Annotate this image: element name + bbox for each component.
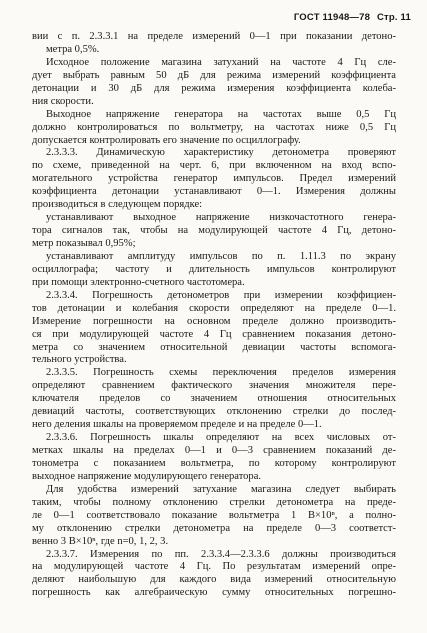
text-line: метках шкалы на пределах 0—1 и 0—3 сравнением показаний де- [32, 445, 396, 456]
text-line: 2.3.3.5. Погрешность схемы переключения пределов измерения [46, 367, 396, 379]
text-line: тора сигналов так, чтобы на модулирующей частоте 4 Гц, детоно- [32, 225, 396, 237]
text-line: допускается контролировать его значение по осциллографу. [32, 134, 301, 146]
text-line: тов детонации и колебания скорости определяют на пределе 0—1. [32, 302, 396, 314]
text-line: 2.3.3.3. Динамическую характеристику детонометра проверяют [46, 147, 396, 159]
text-line: Исходное положение магазина затуханий на частоте 4 Гц сле- [46, 56, 396, 68]
text-line: могательного устройства генератор импульсов. Предел измерений [32, 173, 396, 185]
text-line: вии с п. 2.3.3.1 на пределе измерений 0—1 при показании детоно- [32, 31, 396, 42]
text-line: му отклонению стрелки детонометра на пределе 0—3 соответст- [32, 522, 396, 534]
text-line: детонации и 30 дБ для режима измерения коэффициента колеба- [32, 82, 396, 94]
text-line: устанавливают выходное напряжение низкочастотного генера- [46, 212, 396, 224]
text-line: девиаций частоты, соответствующих отклонению стрелки до послед- [32, 406, 396, 418]
text-line: Для удобства измерений затухание магазина следует выбирать [46, 483, 396, 495]
text-line: 2.3.3.4. Погрешность детонометров при измерении коэффициен- [46, 289, 396, 301]
text-line: должно контролироваться по вольтметру, на частотах ниже 0,5 Гц [32, 121, 396, 133]
text-line: погрешность как алгебраическую сумму относительных погрешно- [32, 587, 396, 599]
text-line: таким, чтобы полному отклонению стрелки детонометра на преде- [32, 496, 396, 508]
text-line: производиться в следующем порядке: [32, 199, 203, 211]
text-line: Выходное напряжение генератора на частотах выше 0,5 Гц [46, 108, 396, 120]
text-line: устанавливают амплитуду импульсов по п. 1.11.3 по экрану [46, 250, 396, 262]
text-line: осциллографа; частоту и длительность импульсов контролируют [32, 263, 396, 275]
text-line: по схеме, приведенной на черт. 6, при включенном на вход вспо- [32, 160, 396, 172]
text-line: 2.3.3.6. Погрешность шкалы определяют на всех числовых от- [46, 432, 396, 444]
text-line: тельного устройства. [32, 354, 127, 366]
page-header [294, 12, 411, 23]
text-line: венно 3 В×10ⁿ, где n=0, 1, 2, 3. [32, 535, 169, 547]
text-line: при помощи электронно-счетного частотомера. [32, 276, 245, 288]
text-line: ле 0—1 соответствовало показание вольтметра 1 В×10ⁿ, а полно- [32, 509, 396, 521]
text-line: определяют сравнением фактического значения множителя пере- [32, 380, 396, 392]
text-line: Измерение погрешности на основном пределе должно производить- [32, 315, 396, 327]
text-line: метра 0,5%. [46, 43, 100, 55]
text-line: ся при модулирующей частоте 4 Гц сравнением показания детоно- [32, 328, 396, 340]
text-line: 2.3.3.7. Измерения по пп. 2.3.3.4—2.3.3.6 должны производиться [46, 548, 396, 560]
text-line: дует выбрать равным 50 дБ для режима измерений коэффициента [32, 69, 396, 81]
page-number: Стр. 11 [376, 12, 411, 23]
body-text [32, 31, 396, 600]
text-line: него деления шкалы на проверяемом пределе и на пределе 0—1. [32, 419, 322, 431]
text-line: ния скорости. [32, 95, 94, 107]
text-line: метра со значением относительной девиации частоты вспомога- [32, 341, 396, 353]
text-line: ключателя пределов со значением отношения относительных [32, 393, 396, 405]
text-line: деляют наибольшую для каждого вида измерений относительную [32, 574, 396, 586]
text-line: метр показывал 0,95%; [32, 238, 136, 249]
text-line: выходное напряжение модулирующего генератора. [32, 470, 262, 482]
text-line: коэффициента детонации устанавливают 0—1. Измерения должны [32, 186, 396, 198]
text-line: тонометра с показанием вольтметра, по которому контролируют [32, 457, 396, 469]
text-line: на модулирующей частоте 4 Гц. По результатам измерений опре- [32, 561, 396, 573]
standard-number: ГОСТ 11948—78 [293, 12, 371, 23]
